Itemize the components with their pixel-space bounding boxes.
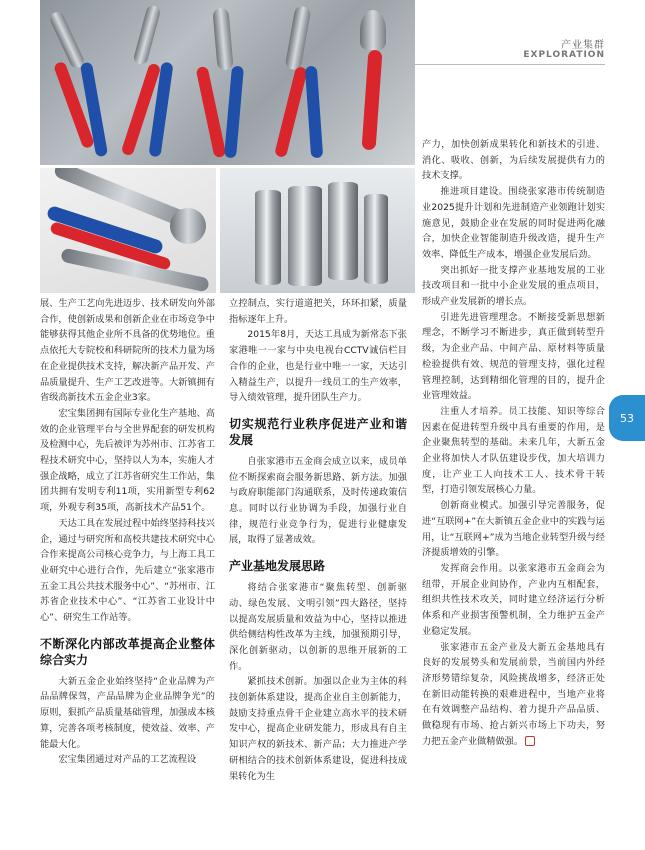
section-heading: 产业基地发展思路 (229, 559, 326, 574)
section-heading: 不断深化内部改革提高企业整体综合实力 (40, 636, 215, 667)
paragraph: 引进先进管理理念。不断接受新思想新理念，不断学习不断进步，真正做到转型升级，为企业产品、中间产品、原材料等质量检验提供有效、规范的管理支持，强化过程管理控制，达到精细化管理的目的，提升企业管理效益。 (422, 311, 605, 402)
text-column-2 (229, 296, 407, 784)
steel-pipes-photo (220, 168, 415, 293)
paragraph: 大新五金企业始终坚持“企业品牌为产品品牌保驾，产品品牌为企业品牌争光”的原则，狠抓产品质量基础管理，加强成本核算，完善各项考核制度，使效益、效率、产能最大化。 (40, 675, 215, 750)
paragraph: 天达工具在发展过程中始终坚持科技兴企，通过与研究所和高校共建技术研究中心合作来提高公司核心竞争力，与上海工具工业研究中心进行合作，先后建立“张家港市五金工具公共技术服务中心”、“苏州市、江苏省企业技术中心”、“江苏省工业设计中心”、研究生工作站等。 (40, 517, 215, 624)
section-subtitle: EXPLORATION (523, 50, 605, 60)
page-number-tab (609, 395, 645, 441)
paragraph: 注重人才培养。员工技能、知识等综合因素在促进转型升级中具有重要的作用，是企业聚焦转型的基础。未来几年，大新五金企业将加快人才队伍建设步伐，加大培训力度，让产业工人向技术工人、技术骨干转型，打造引领发展核心力量。 (422, 405, 605, 496)
text-column-3 (422, 137, 605, 749)
page-number: 53 (620, 411, 634, 425)
paragraph: 紧抓技术创新。加强以企业为主体的科技创新体系建设，提高企业自主创新能力，鼓励支持重点骨干企业建立高水平的技术研发中心，提高企业研发能力，形成具有自主知识产权的新技术、新产品；大力推进产学研相结合的技术创新体系建设，促进科技成果转化为生 (229, 676, 407, 782)
end-mark-icon (525, 736, 535, 746)
text-column-1 (40, 296, 215, 768)
closing-text: 张家港市五金产业及大新五金基地具有良好的发展势头和发展前景，当前国内外经济形势错综复杂，风险挑战增多，经济正处在新旧动能转换的艰难进程中，当地产业将在有效调整产品结构、着力提升产品品质、做稳现有市场、抢占新兴市场上下功夫，努力把五金产业做精做强。 (422, 641, 605, 747)
wrenches-photo (40, 168, 216, 293)
paragraph: 突出抓好一批支撑产业基地发展的工业技改项目和一批中小企业发展的重点项目，形成产业发展新的增长点。 (422, 264, 605, 308)
paragraph: 展、生产工艺向先进迈步、技术研发向外部合作，使创新成果和创新企业在市场竞争中能够获得其他企业所不具备的优势地位。重点依托大专院校和科研院所的技术力量为场在企业提供技术支持，解决新产品开发、产品质量提升、生产工艺改进等。大新镇拥有省级高新技术五金企业3家。 (40, 298, 215, 404)
paragraph: 创新商业模式。加强引导完善服务，促进“互联网+”在大新镇五金企业中的实践与运用，让“互联网+”成为当地企业转型升级与经济提质增效的引擎。 (422, 500, 605, 559)
paragraph: 宏宝集团通过对产品的工艺流程设 (58, 754, 197, 766)
paragraph: 将结合张家港市“聚焦转型、创新驱动、绿色发展、文明引领”四大路径，坚持以提高发展质量和效益为中心，坚持以推进供给侧结构性改革为主线，加强预期引导，深化创新驱动，以创新的思维开展新的工作。 (229, 582, 407, 672)
paragraph: 宏宝集团拥有国际专业化生产基地、高效的企业管理平台与全世界配套的研发机构及检测中心，先后被评为苏州市、江苏省工程技术研究中心，坚持以人为本，实施人才强企战略，成立了江苏省研究生工作站，集团共拥有发明专利11项，实用新型专利62项，外观专利35项，高新技术产品51个。 (40, 407, 215, 514)
section-heading: 切实规范行业秩序促进产业和谐发展 (229, 416, 407, 447)
pliers-and-wrenches-photo (40, 0, 415, 165)
paragraph: 发挥商会作用。以张家港市五金商会为纽带，开展企业间协作，产业内互相配套，组织共性技术攻关，同时建立经济运行分析体系和产业损害预警机制，全力维护五金产业稳定发展。 (422, 562, 605, 637)
paragraph: 立控制点，实行道道把关，环环扣紧，质量指标逐年上升。 (229, 298, 407, 325)
paragraph: 产力，加快创新成果转化和新技术的引进、消化、吸收、创新，为后续发展提供有力的技术支撑。 (422, 139, 605, 182)
paragraph: 2015年8月，天达工具成为新常态下张家港唯一一家与中央电视台CCTV诚信栏目合作的企业，也是行业中唯一一家，天达引入精益生产，以提升一线员工的生产效率，导入绩效管理，提升团队生产力。 (229, 329, 407, 404)
paragraph: 推进项目建设。围绕张家港市传统制造业2025提升计划和先进制造产业领跑计划实施意见，鼓励企业在发展的同时促进两化融合，加快企业智能制造升级改造，提升生产效率、降低生产成本，增强企业发展后劲。 (422, 186, 605, 260)
section-title: 产业集群 (561, 40, 605, 51)
paragraph: 自张家港市五金商会成立以来，成员单位不断探索商会服务新思路、新方法。加强与政府职能部门沟通联系，及时传递政策信息。同时以行业协调为手段，加强行业自律，规范行业竞争行为，促进行业健康发展，取得了显著成效。 (229, 455, 407, 546)
paragraph (422, 640, 605, 750)
header-divider (415, 64, 605, 65)
